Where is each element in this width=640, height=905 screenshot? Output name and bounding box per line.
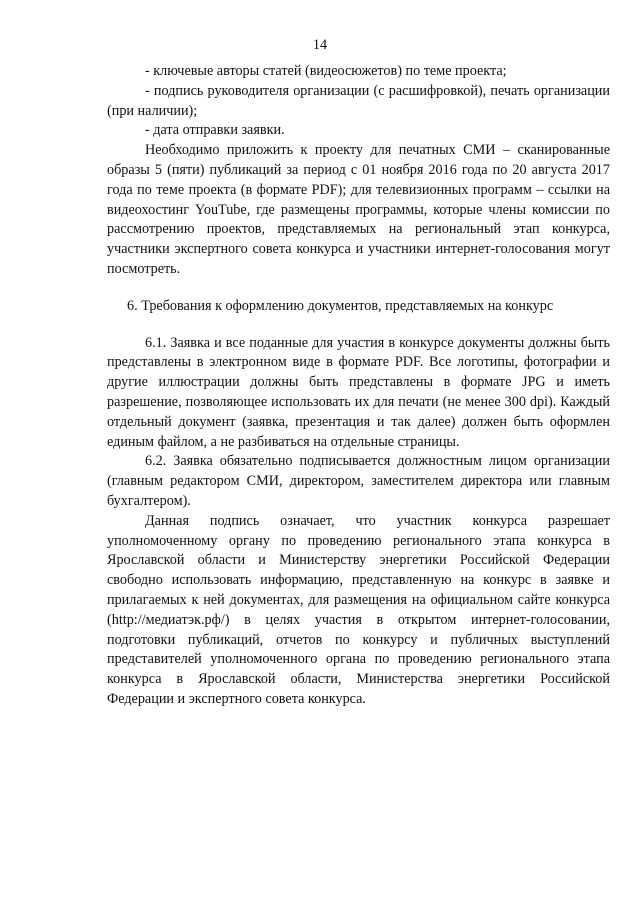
section-heading: 6. Требования к оформлению документов, представляемых на конкурс [127, 297, 554, 314]
list-item-key-authors: - ключевые авторы статей (видеосюжетов) по теме проекта; [145, 63, 507, 79]
list-item-date: - дата отправки заявки. [145, 122, 285, 139]
page-number: 14 [312, 37, 328, 53]
document-body [107, 62, 610, 710]
clause-6-2: 6.2. Заявка обязательно подписывается должностным лицом организации (главным редактором СМИ, директором, заместителем директора или главным бухгалтером). [107, 453, 610, 509]
list-item-signature: - подпись руководителя организации (с расшифровкой), печать организации (при наличии); [107, 82, 610, 119]
clause-6-1: 6.1. Заявка и все поданные для участия в конкурсе документы должны быть представлены в электронном виде в формате PDF. Все логотипы, фотографии и другие иллюстрации должны быть представлены в формате JPG и иметь разрешение, позволяющее использовать их для печати (не менее 300 dpi). Каждый отдельный документ (заявка, презентация и так далее) должен быть оформлен единым файлом, а не разбиваться на отдельные страницы. [107, 334, 610, 450]
attachments-paragraph: Необходимо приложить к проекту для печатных СМИ – сканированные образы 5 (пяти) публикаций за период с 01 ноября 2016 года по 20 августа 2017 года по теме проекта (в формате PDF); для телевизионных программ – ссылки на видеохостинг YouTube, где размещены программы, которые члены комиссии по рассмотрению проектов, представляемых на региональный этап конкурса, участники экспертного совета конкурса и участники интернет-голосования могут посмотреть. [107, 142, 610, 277]
signature-meaning-paragraph: Данная подпись означает, что участник конкурса разрешает уполномоченному органу по проведению регионального этапа конкурса в Ярославской области и Министерству энергетики Российской Федерации свободно использовать информацию, представленную на конкурс в заявке и прилагаемых к ней документах, для размещения на официальном сайте конкурса (http://медиатэк.рф/) в целях участия в открытом интернет-голосовании, подготовки публикаций, отчетов по конкурсу и публичных выступлений представителей уполномоченного органа по проведению регионального этапа конкурса в Ярославской области, Министерства энергетики Российской Федерации и экспертного совета конкурса. [107, 512, 610, 707]
